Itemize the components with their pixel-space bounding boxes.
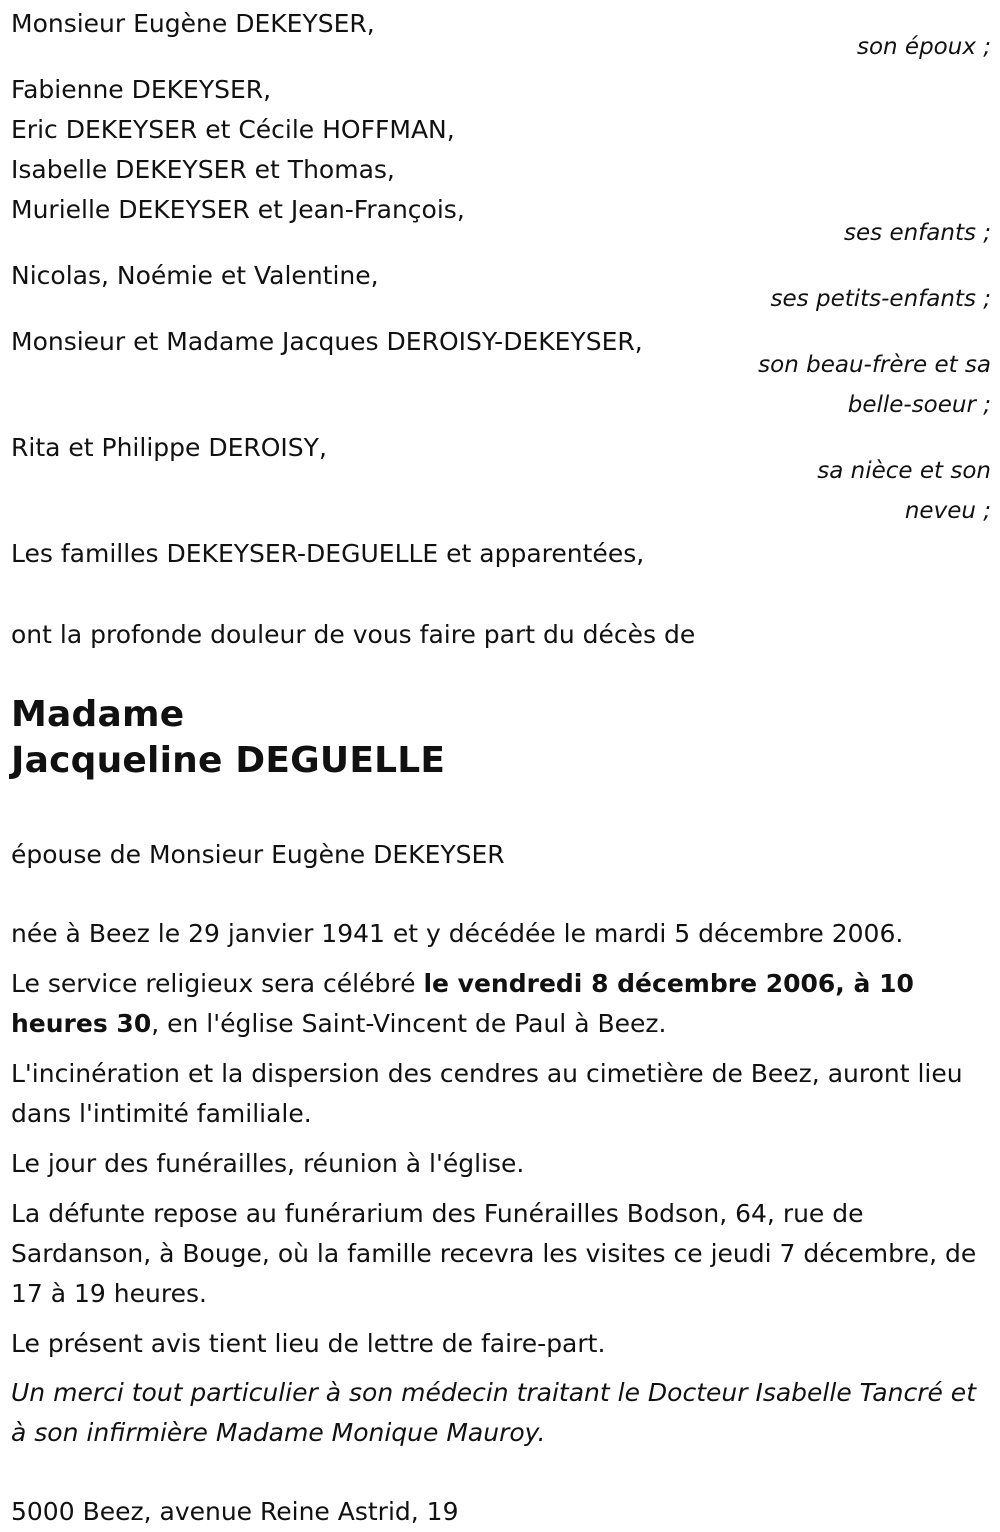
child-name: Eric DEKEYSER et Cécile HOFFMAN,: [11, 115, 455, 144]
inlaws-names: Monsieur et Madame Jacques DEROISY-DEKEYSER,: [11, 327, 643, 356]
inlaws-role-line-1: son beau-frère et sa: [758, 352, 991, 378]
announcement: ont la profonde douleur de vous faire part du décès de: [11, 620, 696, 649]
niece-names: Rita et Philippe DEROISY,: [11, 433, 327, 462]
cremation-info: L'incinération et la dispersion des cendres au cimetière de Beez, auront lieu dans l'intimité familiale.: [11, 1059, 963, 1128]
reunion-info: Le jour des funérailles, réunion à l'église.: [11, 1149, 525, 1178]
grandchildren-names: Nicolas, Noémie et Valentine,: [11, 261, 379, 290]
child-name: Murielle DEKEYSER et Jean-François,: [11, 195, 465, 224]
deceased-name: Jacqueline DEGUELLE: [11, 740, 446, 781]
inlaws-group: [11, 322, 991, 425]
obituary-notice: [11, 4, 991, 1532]
service-info: [11, 964, 986, 1044]
birth-death: née à Beez le 29 janvier 1941 et y décédée le mardi 5 décembre 2006.: [11, 919, 904, 948]
repose-info: La défunte repose au funérarium des Funérailles Bodson, 64, rue de Sardanson, à Bouge, où la famille recevra les visites ce jeudi 7 décembre, de 17 à 19 heures.: [11, 1199, 977, 1308]
service-suffix: , en l'église Saint-Vincent de Paul à Beez.: [151, 1009, 667, 1038]
service-prefix: Le service religieux sera célébré: [11, 969, 424, 998]
thanks-info: Un merci tout particulier à son médecin traitant le Docteur Isabelle Tancré et à son infirmière Madame Monique Mauroy.: [11, 1378, 976, 1447]
spouse-of: épouse de Monsieur Eugène DEKEYSER: [11, 840, 505, 869]
families-line: Les familles DEKEYSER-DEGUELLE et apparentées,: [11, 539, 645, 568]
notice-info: Le présent avis tient lieu de lettre de faire-part.: [11, 1329, 606, 1358]
service-date: le vendredi 8 décembre 2006, à 10 heures 30: [11, 969, 914, 1038]
spouse-role: son époux ;: [856, 34, 991, 60]
deceased-title: Madame: [11, 694, 185, 735]
child-name: Fabienne DEKEYSER,: [11, 75, 272, 104]
niece-group: [11, 428, 991, 531]
children-role: ses enfants ;: [844, 220, 991, 246]
spouse-name: Monsieur Eugène DEKEYSER,: [11, 9, 375, 38]
address: 5000 Beez, avenue Reine Astrid, 19: [11, 1497, 459, 1526]
spouse-group: [11, 4, 991, 67]
child-name: Isabelle DEKEYSER et Thomas,: [11, 155, 395, 184]
niece-role-line-1: sa nièce et son: [817, 458, 991, 484]
children-group: [11, 70, 991, 253]
inlaws-role-line-2: belle-soeur ;: [847, 392, 991, 418]
deceased-name-block: [11, 692, 991, 784]
grandchildren-role: ses petits-enfants ;: [770, 286, 991, 312]
grandchildren-group: [11, 256, 991, 319]
niece-role-line-2: neveu ;: [904, 498, 991, 524]
